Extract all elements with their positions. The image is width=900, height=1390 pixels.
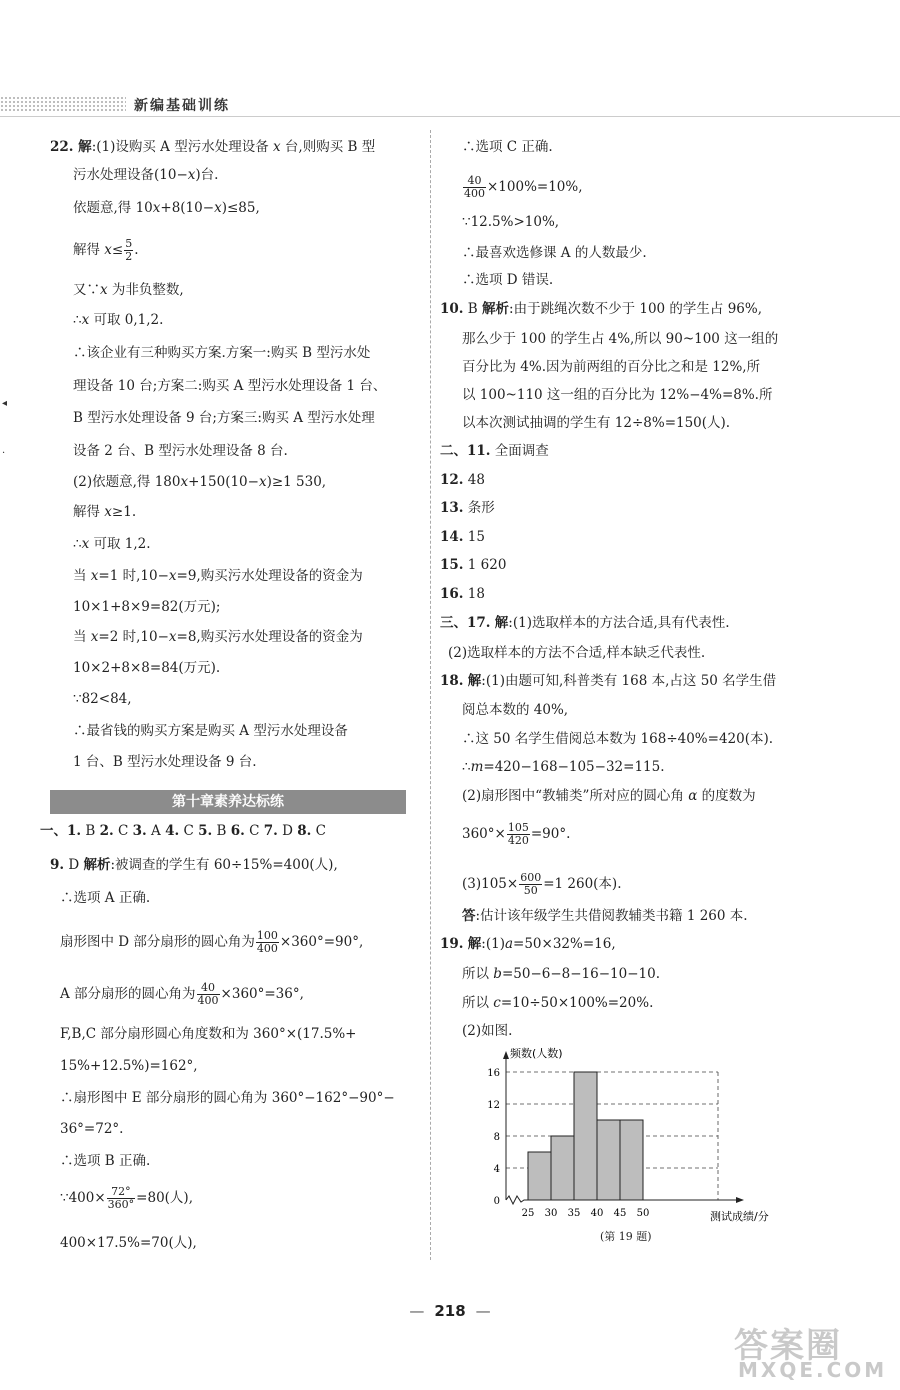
right-text-line: 12. 48	[440, 472, 485, 488]
right-text-line: 以 100~110 这一组的百分比为 12%−4%=8%.所	[462, 387, 773, 403]
left-text-line: 15%+12.5%)=162°,	[60, 1058, 198, 1074]
right-text-line: 13. 条形	[440, 500, 495, 516]
left-text-line: ∴最省钱的购买方案是购买 A 型污水处理设备	[73, 723, 348, 739]
left-text-line: 36°=72°.	[60, 1121, 124, 1137]
left-text-line: 当 x=1 时,10−x=9,购买污水处理设备的资金为	[73, 568, 363, 584]
left-text-line: 10×1+8×9=82(万元);	[73, 599, 221, 615]
left-text-line: ∵400× $\frac{72^\circ}{360^\circ}$ =80(人),	[60, 1185, 193, 1211]
right-text-line: (2)如图.	[462, 1023, 513, 1039]
right-text-line: (3)105× $\frac{600}{50}$ =1 260(本).	[462, 871, 622, 897]
right-text-line: 360°× $\frac{105}{420}$ =90°.	[462, 821, 571, 847]
bar	[620, 1120, 643, 1200]
x-tick-label: 35	[567, 1208, 581, 1219]
left-text-line: 当 x=2 时,10−x=8,购买污水处理设备的资金为	[73, 629, 363, 645]
header-decoration	[0, 96, 126, 112]
bar	[597, 1120, 620, 1200]
book-title: 新编基础训练	[134, 98, 230, 114]
left-text-line: 理设备 10 台;方案二:购买 A 型污水处理设备 1 台、	[73, 378, 387, 394]
x-tick-label: 45	[613, 1208, 627, 1219]
bar	[574, 1072, 597, 1200]
left-text-line: 一、1. B 2. C 3. A 4. C 5. B 6. C 7. D 8. C	[40, 823, 326, 839]
left-text-line: ∵82<84,	[73, 691, 132, 707]
y-axis-arrow-icon	[503, 1051, 509, 1059]
page-number: — 218 —	[409, 1302, 491, 1320]
chapter-banner: 第十章素养达标练	[50, 790, 406, 814]
right-text-line: 所以 b=50−6−8−16−10−10.	[462, 966, 661, 982]
right-text-line: 百分比为 4%.因为前两组的百分比之和是 12%,所	[462, 359, 761, 375]
header-rule	[0, 116, 900, 117]
x-tick-label: 30	[544, 1208, 558, 1219]
right-text-line: 19. 解:(1)a=50×32%=16,	[440, 936, 616, 952]
left-text-line: 扇形图中 D 部分扇形的圆心角为 $\frac{100}{400}$ ×360°=90°,	[60, 929, 364, 955]
left-text-line: (2)依题意,得 180x+150(10−x)≥1 530,	[73, 474, 327, 490]
left-text-line: ∴选项 B 正确.	[60, 1153, 151, 1169]
column-divider	[430, 130, 431, 1260]
x-tick-label: 25	[521, 1208, 535, 1219]
y-axis-label: 频数(人数)	[510, 1047, 563, 1060]
left-text-line: B 型污水处理设备 9 台;方案三:购买 A 型污水处理	[73, 410, 375, 426]
right-text-line: ∴m=420−168−105−32=115.	[462, 759, 665, 775]
left-text-line: 设备 2 台、B 型污水处理设备 8 台.	[73, 443, 288, 459]
chart-caption: (第 19 题)	[600, 1230, 652, 1243]
left-text-line: 解得 x≥1.	[73, 504, 137, 520]
y-tick-label: 12	[487, 1100, 500, 1111]
left-text-line: ∴扇形图中 E 部分扇形的圆心角为 360°−162°−90°−	[60, 1090, 395, 1106]
right-text-line: 那么少于 100 的学生占 4%,所以 90~100 这一组的	[462, 331, 779, 347]
x-tick-label: 40	[590, 1208, 604, 1219]
right-text-line: ∴最喜欢选修课 A 的人数最少.	[462, 245, 647, 261]
margin-dot-icon: ·	[2, 448, 6, 459]
right-text-line: 15. 1 620	[440, 557, 507, 573]
right-text-line: ∵12.5%>10%,	[462, 214, 560, 230]
right-text-line: 所以 c=10÷50×100%=20%.	[462, 995, 654, 1011]
left-text-line: 又∵x 为非负整数,	[73, 282, 184, 298]
watermark	[728, 1318, 898, 1388]
left-text-line: ∴x 可取 0,1,2.	[73, 312, 164, 328]
watermark-logo-text: 答案圈	[734, 1326, 842, 1366]
left-text-line: 22. 解:(1)设购买 A 型污水处理设备 x 台,则购买 B 型	[50, 139, 376, 155]
bar	[528, 1152, 551, 1200]
watermark-url: MXQE.COM	[738, 1358, 888, 1382]
bar	[551, 1136, 574, 1200]
right-text-line: 三、17. 解:(1)选取样本的方法合适,具有代表性.	[440, 615, 730, 631]
right-text-line: 阅总本数的 40%,	[462, 702, 569, 718]
right-text-line: 以本次测试抽调的学生有 12÷8%=150(人).	[462, 415, 731, 431]
x-axis-arrow-icon	[736, 1197, 744, 1203]
right-text-line: 14. 15	[440, 529, 485, 545]
left-text-line: F,B,C 部分扇形圆心角度数和为 360°×(17.5%+	[60, 1026, 357, 1042]
dash-left: —	[409, 1302, 425, 1320]
right-text-line: $\frac{40}{400}$ ×100%=10%,	[464, 174, 583, 200]
right-text-line: 答:估计该年级学生共借阅教辅类书籍 1 260 本.	[462, 908, 748, 924]
y-tick-label: 16	[487, 1068, 500, 1079]
dash-right: —	[475, 1302, 491, 1320]
left-text-line: 9. D 解析:被调查的学生有 60÷15%=400(人),	[50, 857, 338, 873]
right-text-line: (2)选取样本的方法不合适,样本缺乏代表性.	[448, 645, 706, 661]
right-text-line: (2)扇形图中“教辅类”所对应的圆心角 α 的度数为	[462, 788, 756, 804]
right-text-line: 16. 18	[440, 586, 485, 602]
right-text-line: ∴这 50 名学生借阅总本数为 168÷40%=420(本).	[462, 731, 774, 747]
left-text-line: ∴选项 A 正确.	[60, 890, 151, 906]
left-text-line: 污水处理设备(10−x)台.	[73, 167, 219, 183]
left-text-line: 解得 x≤ $\frac{5}{2}$ .	[73, 237, 139, 263]
left-text-line: 依题意,得 10x+8(10−x)≤85,	[73, 200, 260, 216]
left-text-line: 10×2+8×8=84(万元).	[73, 660, 221, 676]
x-axis-label: 测试成绩/分	[710, 1210, 769, 1223]
y-tick-label: 8	[493, 1132, 500, 1143]
left-text-line: ∴该企业有三种购买方案.方案一:购买 B 型污水处	[73, 345, 371, 361]
right-text-line: ∴选项 D 错误.	[462, 272, 554, 288]
left-text-line: 1 台、B 型污水处理设备 9 台.	[73, 754, 257, 770]
right-text-line: 10. B 解析:由于跳绳次数不少于 100 的学生占 96%,	[440, 301, 763, 317]
margin-arrow-icon: ◂	[2, 398, 8, 409]
left-text-line: ∴x 可取 1,2.	[73, 536, 151, 552]
histogram-chart	[478, 1045, 778, 1225]
right-text-line: 18. 解:(1)由题可知,科普类有 168 本,占这 50 名学生借	[440, 673, 777, 689]
y-tick-label: 0	[493, 1196, 500, 1207]
right-text-line: 二、11. 全面调查	[440, 443, 549, 459]
y-tick-label: 4	[493, 1164, 500, 1175]
x-tick-label: 50	[636, 1208, 650, 1219]
left-text-line: A 部分扇形的圆心角为 $\frac{40}{400}$ ×360°=36°,	[60, 981, 304, 1007]
right-text-line: ∴选项 C 正确.	[462, 139, 553, 155]
left-text-line: 400×17.5%=70(人),	[60, 1235, 197, 1251]
